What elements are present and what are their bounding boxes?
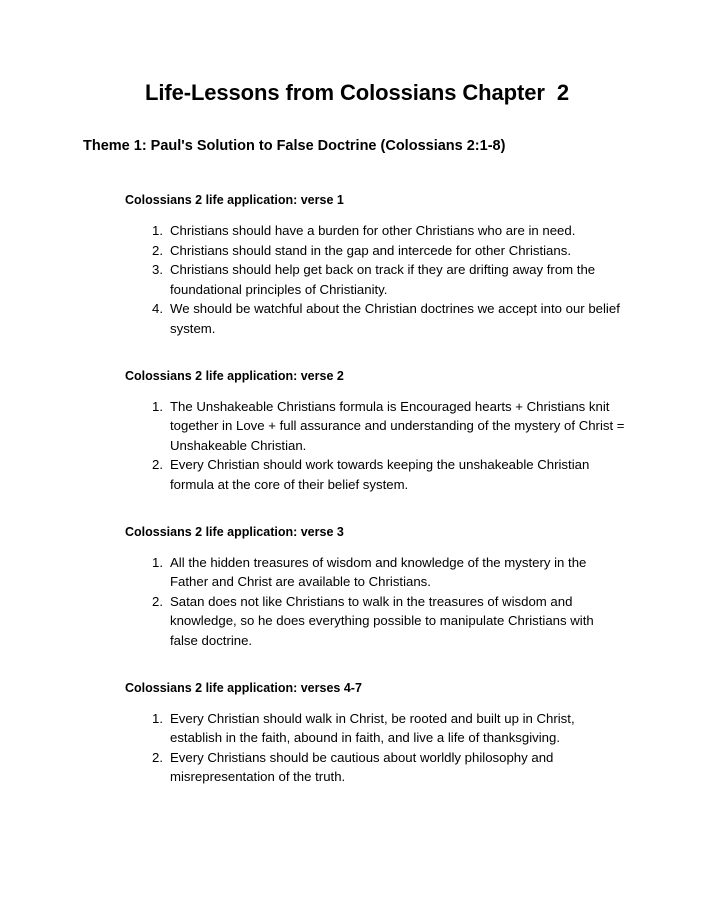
section-verses-4-7 xyxy=(125,680,645,787)
list-item: Every Christian should work towards keeping the unshakeable Christian formula at the core of their belief system. xyxy=(170,457,590,492)
application-list xyxy=(125,397,645,495)
section-heading: Colossians 2 life application: verses 4-7 xyxy=(125,680,362,695)
list-item: We should be watchful about the Christian doctrines we accept into our belief system. xyxy=(170,301,620,336)
list-item: Christians should help get back on track if they are drifting away from the foundational principles of Christianity. xyxy=(170,262,596,297)
list-item: Christians should have a burden for other Christians who are in need. xyxy=(170,223,576,238)
list-item: The Unshakeable Christians formula is Encouraged hearts + Christians knit together in Love + full assurance and understanding of the mystery of Christ = Unshakeable Christian. xyxy=(170,398,625,453)
document-body xyxy=(125,192,645,787)
list-item: Every Christian should walk in Christ, be rooted and built up in Christ, establish in the faith, abound in faith, and live a life of thanksgiving. xyxy=(170,710,575,746)
list-item: Every Christians should be cautious about worldly philosophy and misrepresentation of the truth. xyxy=(170,749,554,785)
theme-heading: Theme 1: Paul's Solution to False Doctrine (Colossians 2:1-8) xyxy=(83,138,506,154)
section-verse-3 xyxy=(125,524,645,651)
list-item: All the hidden treasures of wisdom and knowledge of the mystery in the Father and Christ are available to Christians. xyxy=(170,554,587,590)
page-title: Life-Lessons from Colossians Chapter 2 xyxy=(145,80,569,105)
section-verse-1 xyxy=(125,192,645,339)
list-item: Satan does not like Christians to walk in the treasures of wisdom and knowledge, so he does everything possible to manipulate Christians with false doctrine. xyxy=(170,593,594,648)
application-list xyxy=(125,221,645,339)
section-heading: Colossians 2 life application: verse 1 xyxy=(125,193,344,207)
list-item: Christians should stand in the gap and intercede for other Christians. xyxy=(170,242,571,258)
section-heading: Colossians 2 life application: verse 2 xyxy=(125,368,344,383)
application-list xyxy=(125,709,645,787)
application-list xyxy=(125,553,645,651)
section-heading: Colossians 2 life application: verse 3 xyxy=(125,524,344,539)
section-verse-2 xyxy=(125,368,645,495)
